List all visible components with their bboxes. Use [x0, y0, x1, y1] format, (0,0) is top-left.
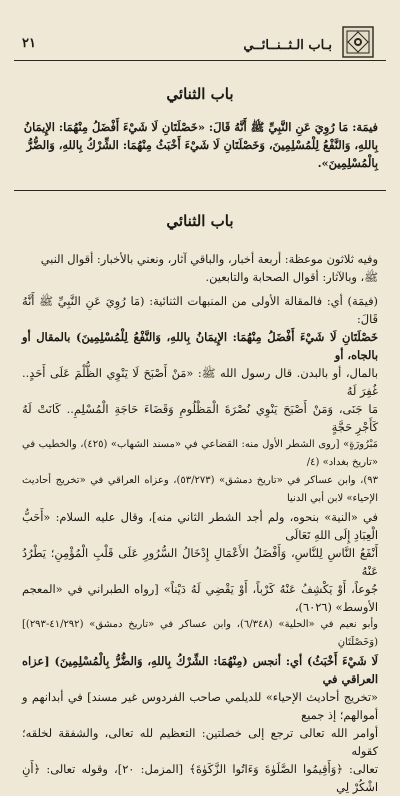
text-line: (فيمَة) أي: فالمقالة الأولى من المنبهات الثنائية: (مَا رُوِيَ عَنِ النَّبِيِّ ﷺ أَنَّهُ قَالَ:: [22, 294, 378, 326]
bottom-section-title: باب الثنائي: [166, 212, 234, 230]
text-line: ٩٣)، وابن عساكر في «تاريخ دمشق» (٥٣/٢٧٣)، وعزاه العراقي في «تخريج أحاديث الإحياء» لابن أبي الدنيا: [22, 475, 378, 504]
text-line: خَصْلَتَانِ لَا شَيْءَ أَفْضَلُ مِنْهُمَا: الإِيمَانُ بِاللهِ، وَالنَّفْعُ لِلْمُسْلِمِينَ) بالمقال أو بالجاه، أو: [22, 330, 378, 362]
text-line: «تخريج أحاديث الإحياء» للديلمي صاحب الفردوس غير مسند] في أبدانهم و أموالهم؛ إذ جميع: [22, 690, 378, 722]
text-line: تعالى: ﴿وَأَقِيمُوا الصَّلَوٰةَ وَءَاتُوا الزَّكَوٰةَ﴾ [المزمل: ٢٠]، وقوله تعالى: ﴿أَنِ اشْكُرْ لِي: [22, 762, 378, 794]
decorative-tile-icon: [342, 26, 374, 58]
text-line: جُوعاً، أَوْ يَكْشِفُ عَنْهُ كَرْباً، أَوْ يَقْضِي لَهُ دَيْناً» [رواه الطبراني في «المعجم الأوسط» (٦٠٢٦)،: [22, 582, 378, 614]
text-line: وفيه ثلاثون موعظة: أربعة أخبار، والباقي آثار، ونعني بالأخبار: أقوال النبي: [40, 252, 378, 266]
text-line: ﷺ، وبالآثار: أقوال الصحابة والتابعين.: [205, 270, 378, 284]
text-line: وأبو نعيم في «الحلية» (٦/٣٤٨)، وابن عساكر في «تاريخ دمشق» (٤١/٢٩٢-٢٩٣)] (وَخَصْلَتَانِ: [22, 619, 379, 648]
bottom-section-text: [22, 250, 378, 796]
text-line: بِاللهِ، وَالنَّفْعُ لِلْمُسْلِمِينَ، وَخَصْلَتَانِ لَا شَيْءَ أَخْبَثُ مِنْهُمَا: الشِّرْكُ بِاللهِ، وَالضُّرُّ: [26, 138, 378, 152]
text-line: أَنْفَعُ النَّاسِ لِلنَّاسِ، وَأَفْضَلُ الأَعْمَالِ إِدْخَالُ السُّرُورِ عَلَى قَلْبِ الْمُؤْمِنِ؛ يَطْرُدُ عَنْهُ: [22, 546, 378, 578]
top-section-text: [22, 118, 378, 172]
page-number: ٢١: [22, 36, 36, 51]
text-line: فيمَة: مَا رُوِيَ عَنِ النَّبِيِّ ﷺ أَنَّهُ قَالَ: «خَصْلَتَانِ لَا شَيْءَ أَفْضَلُ مِنْهُمَا: الإِيمَانُ: [23, 120, 378, 134]
top-section-title: باب الثنائي: [166, 85, 234, 103]
text-line: لَا شَيْءَ أَخْبَثُ) أي: أنجس (مِنْهُمَا: الشِّرْكُ بِاللهِ، وَالضُّرُّ بِالْمُسْلِمِينَ) [عزاه العراقي في: [22, 654, 378, 686]
text-line: مَبْرُورَةٍ» [روى الشطر الأول منه: القضاعي في «مسند الشهاب» (٤٢٥)، والخطيب في «تاريخ بغداد» (٤/: [22, 439, 378, 468]
text-line: أوامر الله تعالى ترجع إلى خصلتين: التعظيم لله تعالى، والشفقة لخلقه؛ كقوله: [22, 726, 378, 758]
running-header-title: بـاب الـثــنــائــي: [243, 38, 332, 53]
text-line: بِالْمُسْلِمِينَ».: [317, 156, 378, 170]
text-line: مَا جَنَى، وَمَنْ أَصْبَحَ يَنْوِي نُصْرَةَ الْمَظْلُومِ وَقَضَاءَ حَاجَةِ الْمُسْلِمِ.. كَانَتْ لَهُ كَأَجْرِ حَجَّةٍ: [22, 402, 378, 434]
running-header: [14, 22, 386, 61]
text-line: في «النية» بنحوه، ولم أجد الشطر الثاني منه]، وقال عليه السلام: «أَحَبُّ الْعِبَادِ إِلَى اللهِ تَعَالَى: [22, 510, 378, 542]
section-divider: [14, 190, 386, 191]
text-line: بالمال، أو بالبدن. قال رسول الله ﷺ: «مَنْ أَصْبَحَ لَا يَنْوِي الظُّلْمَ عَلَى أَحَدٍ.. غُفِرَ لَهُ: [22, 366, 378, 398]
